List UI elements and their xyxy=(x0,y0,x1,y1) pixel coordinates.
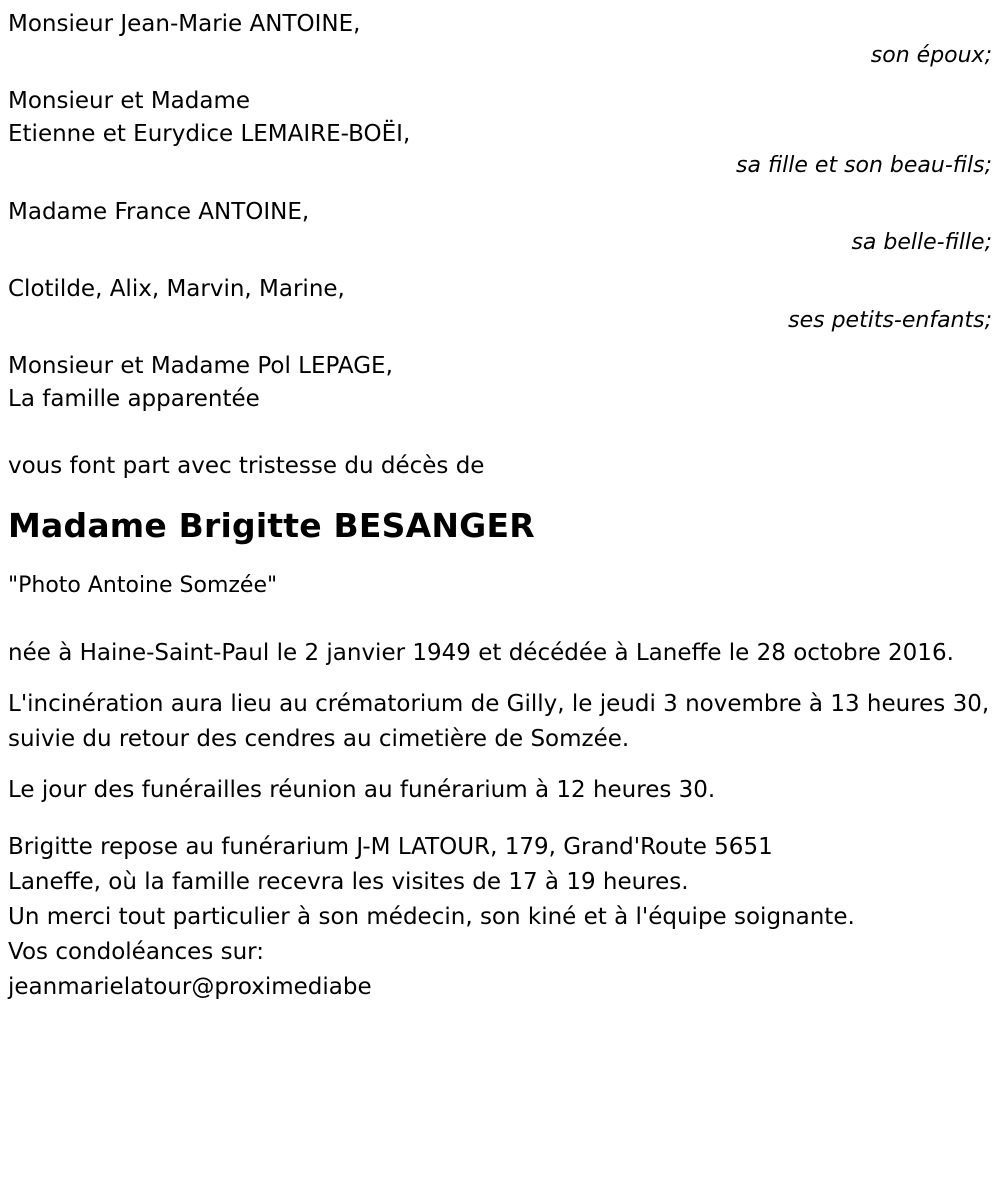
spacer xyxy=(8,808,992,830)
gathering-paragraph: Le jour des funérailles réunion au funérarium à 12 heures 30. xyxy=(8,776,716,803)
spacer xyxy=(8,182,992,196)
family-names: Monsieur Jean-Marie ANTOINE, xyxy=(8,11,361,37)
photo-caption: "Photo Antoine Somzée" xyxy=(8,573,278,599)
family-entry-grandchildren xyxy=(8,273,992,336)
family-list xyxy=(8,8,992,416)
spacer xyxy=(8,602,992,636)
birth-death-paragraph: née à Haine-Saint-Paul le 2 janvier 1949 et décédée à Laneffe le 28 octobre 2016. xyxy=(8,639,954,666)
condolences-email[interactable]: jeanmarielatour@proximediabe xyxy=(8,973,372,1000)
family-names: Monsieur et Madame Pol LEPAGE, La famille apparentée xyxy=(8,353,393,413)
cremation-paragraph: L'incinération aura lieu au crématorium de Gilly, le jeudi 3 novembre à 13 heures 30, suivie du retour des cendres au cimetière de Somzée. xyxy=(8,690,990,752)
spacer xyxy=(8,416,992,450)
spacer xyxy=(8,483,992,505)
deceased-name: Madame Brigitte BESANGER xyxy=(8,506,535,546)
family-relation: ses petits-enfants; xyxy=(788,307,992,333)
spacer xyxy=(8,336,992,350)
family-entry-daughter-in-law xyxy=(8,196,992,259)
family-names: Madame France ANTOINE, xyxy=(8,198,310,225)
announcement-intro: vous font part avec tristesse du décès de xyxy=(8,452,485,479)
family-relation: sa belle-fille; xyxy=(851,230,992,256)
family-entry-daughter-son-in-law xyxy=(8,85,992,181)
family-entry-spouse xyxy=(8,8,992,71)
family-relation: sa fille et son beau-fils; xyxy=(736,152,992,178)
condolences-label: Vos condoléances sur: xyxy=(8,938,264,965)
resting-line: Brigitte repose au funérarium J-M LATOUR, 179, Grand'Route 5651 xyxy=(8,833,773,860)
family-relation: son époux; xyxy=(870,42,992,68)
spacer xyxy=(8,548,992,570)
spacer xyxy=(8,259,992,273)
family-names: Clotilde, Alix, Marvin, Marine, xyxy=(8,276,345,303)
family-names: Monsieur et Madame Etienne et Eurydice LEMAIRE-BOËI, xyxy=(8,88,411,148)
family-entry-relatives xyxy=(8,350,992,415)
resting-info xyxy=(8,830,992,1005)
resting-line: Laneffe, où la famille recevra les visites de 17 à 19 heures. xyxy=(8,868,689,895)
spacer xyxy=(8,71,992,85)
resting-line: Un merci tout particulier à son médecin, son kiné et à l'équipe soignante. xyxy=(8,903,855,930)
